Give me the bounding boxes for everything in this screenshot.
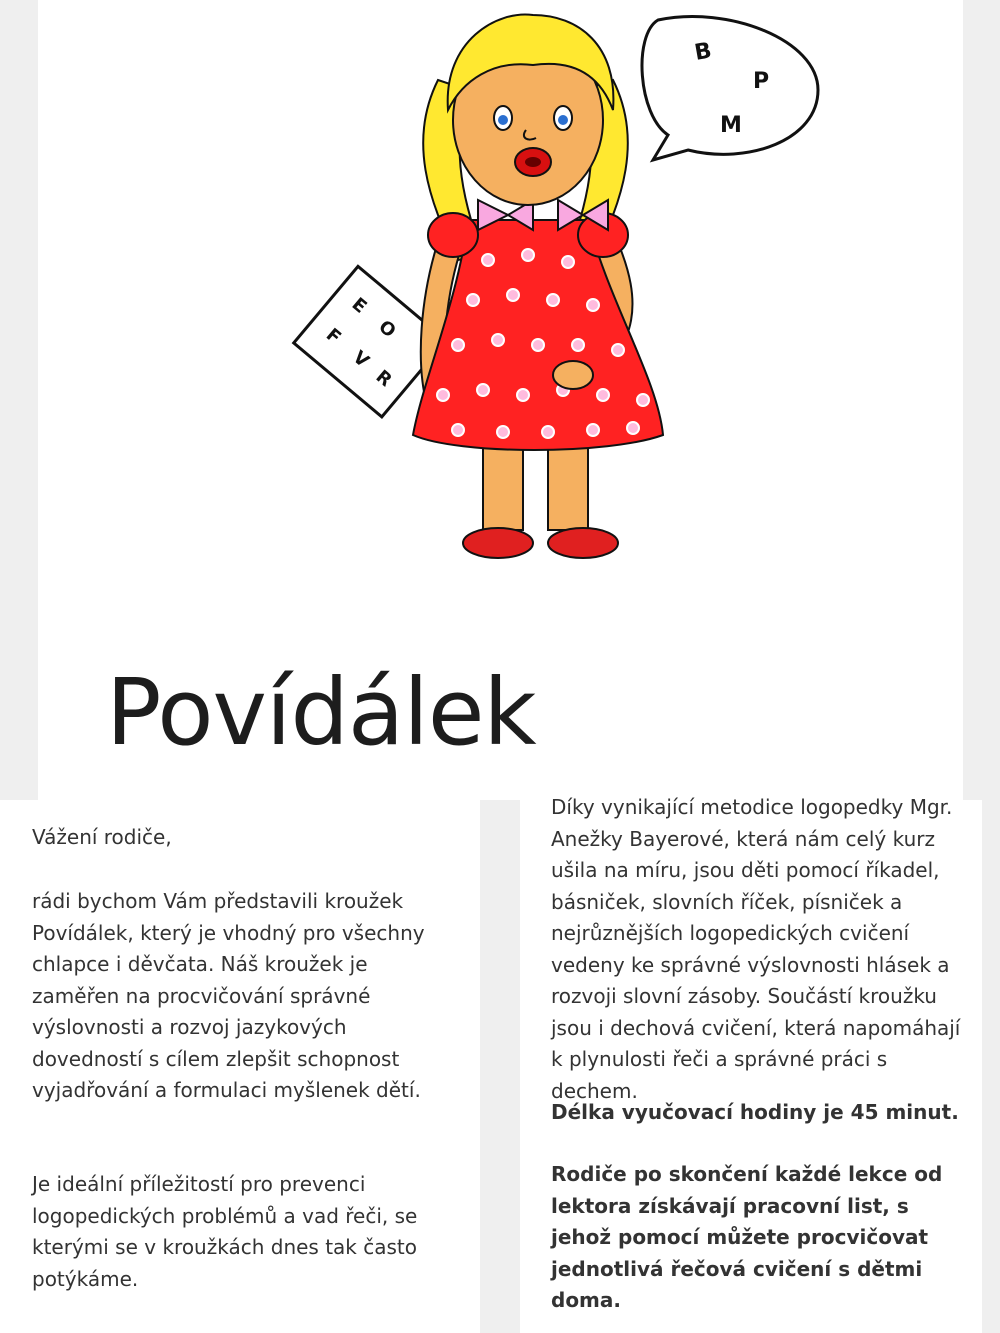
speech-letter-b: B: [692, 38, 714, 66]
girl-illustration: [258, 0, 838, 580]
speech-letter-p: P: [753, 69, 770, 94]
lesson-length: Délka vyučovací hodiny je 45 minut.: [551, 1100, 959, 1124]
left-column: [0, 800, 480, 1333]
right-column: [520, 795, 982, 1333]
header-card: [38, 0, 963, 800]
page-title: Povídálek: [106, 659, 536, 766]
svg-text:V: V: [348, 346, 373, 372]
svg-text:O: O: [374, 316, 400, 343]
prevention-paragraph: Je ideální příležitostí pro prevenci logopedických problémů a vad řeči, se kterými se v kroužkách dnes tak často potýkáme.: [32, 1172, 418, 1291]
method-paragraph: Díky vynikající metodice logopedky Mgr. Anežky Bayerové, která nám celý kurz ušila na míru, jsou děti pomocí říkadel, básniček, slovních říček, písniček a nejrůznějších logopedických cvičení vedeny ke správné výslovnosti hlásek a rozvoji slovní zásoby. Součástí kroužku jsou i dechová cvičení, která napomáhají k plynulosti řeči a správné práci s dechem.: [551, 795, 961, 1103]
svg-text:R: R: [371, 366, 396, 392]
svg-text:F: F: [321, 324, 345, 349]
svg-text:E: E: [347, 293, 371, 318]
speech-bubble: [642, 16, 818, 160]
worksheet-paragraph: Rodiče po skončení každé lekce od lektora získávají pracovní list, s jehož pomocí můžete procvičovat jednotlivá řečová cvičení s dětmi doma.: [551, 1162, 943, 1312]
speech-letter-m: M: [720, 113, 742, 138]
greeting: Vážení rodiče,: [32, 825, 172, 849]
intro-paragraph: rádi bychom Vám představili kroužek Povídálek, který je vhodný pro všechny chlapce i děvčata. Náš kroužek je zaměřen na procvičování správné výslovnosti a rozvoj jazykových dovedností s cílem zlepšit schopnost vyjadřování a formulaci myšlenek dětí.: [32, 889, 425, 1102]
